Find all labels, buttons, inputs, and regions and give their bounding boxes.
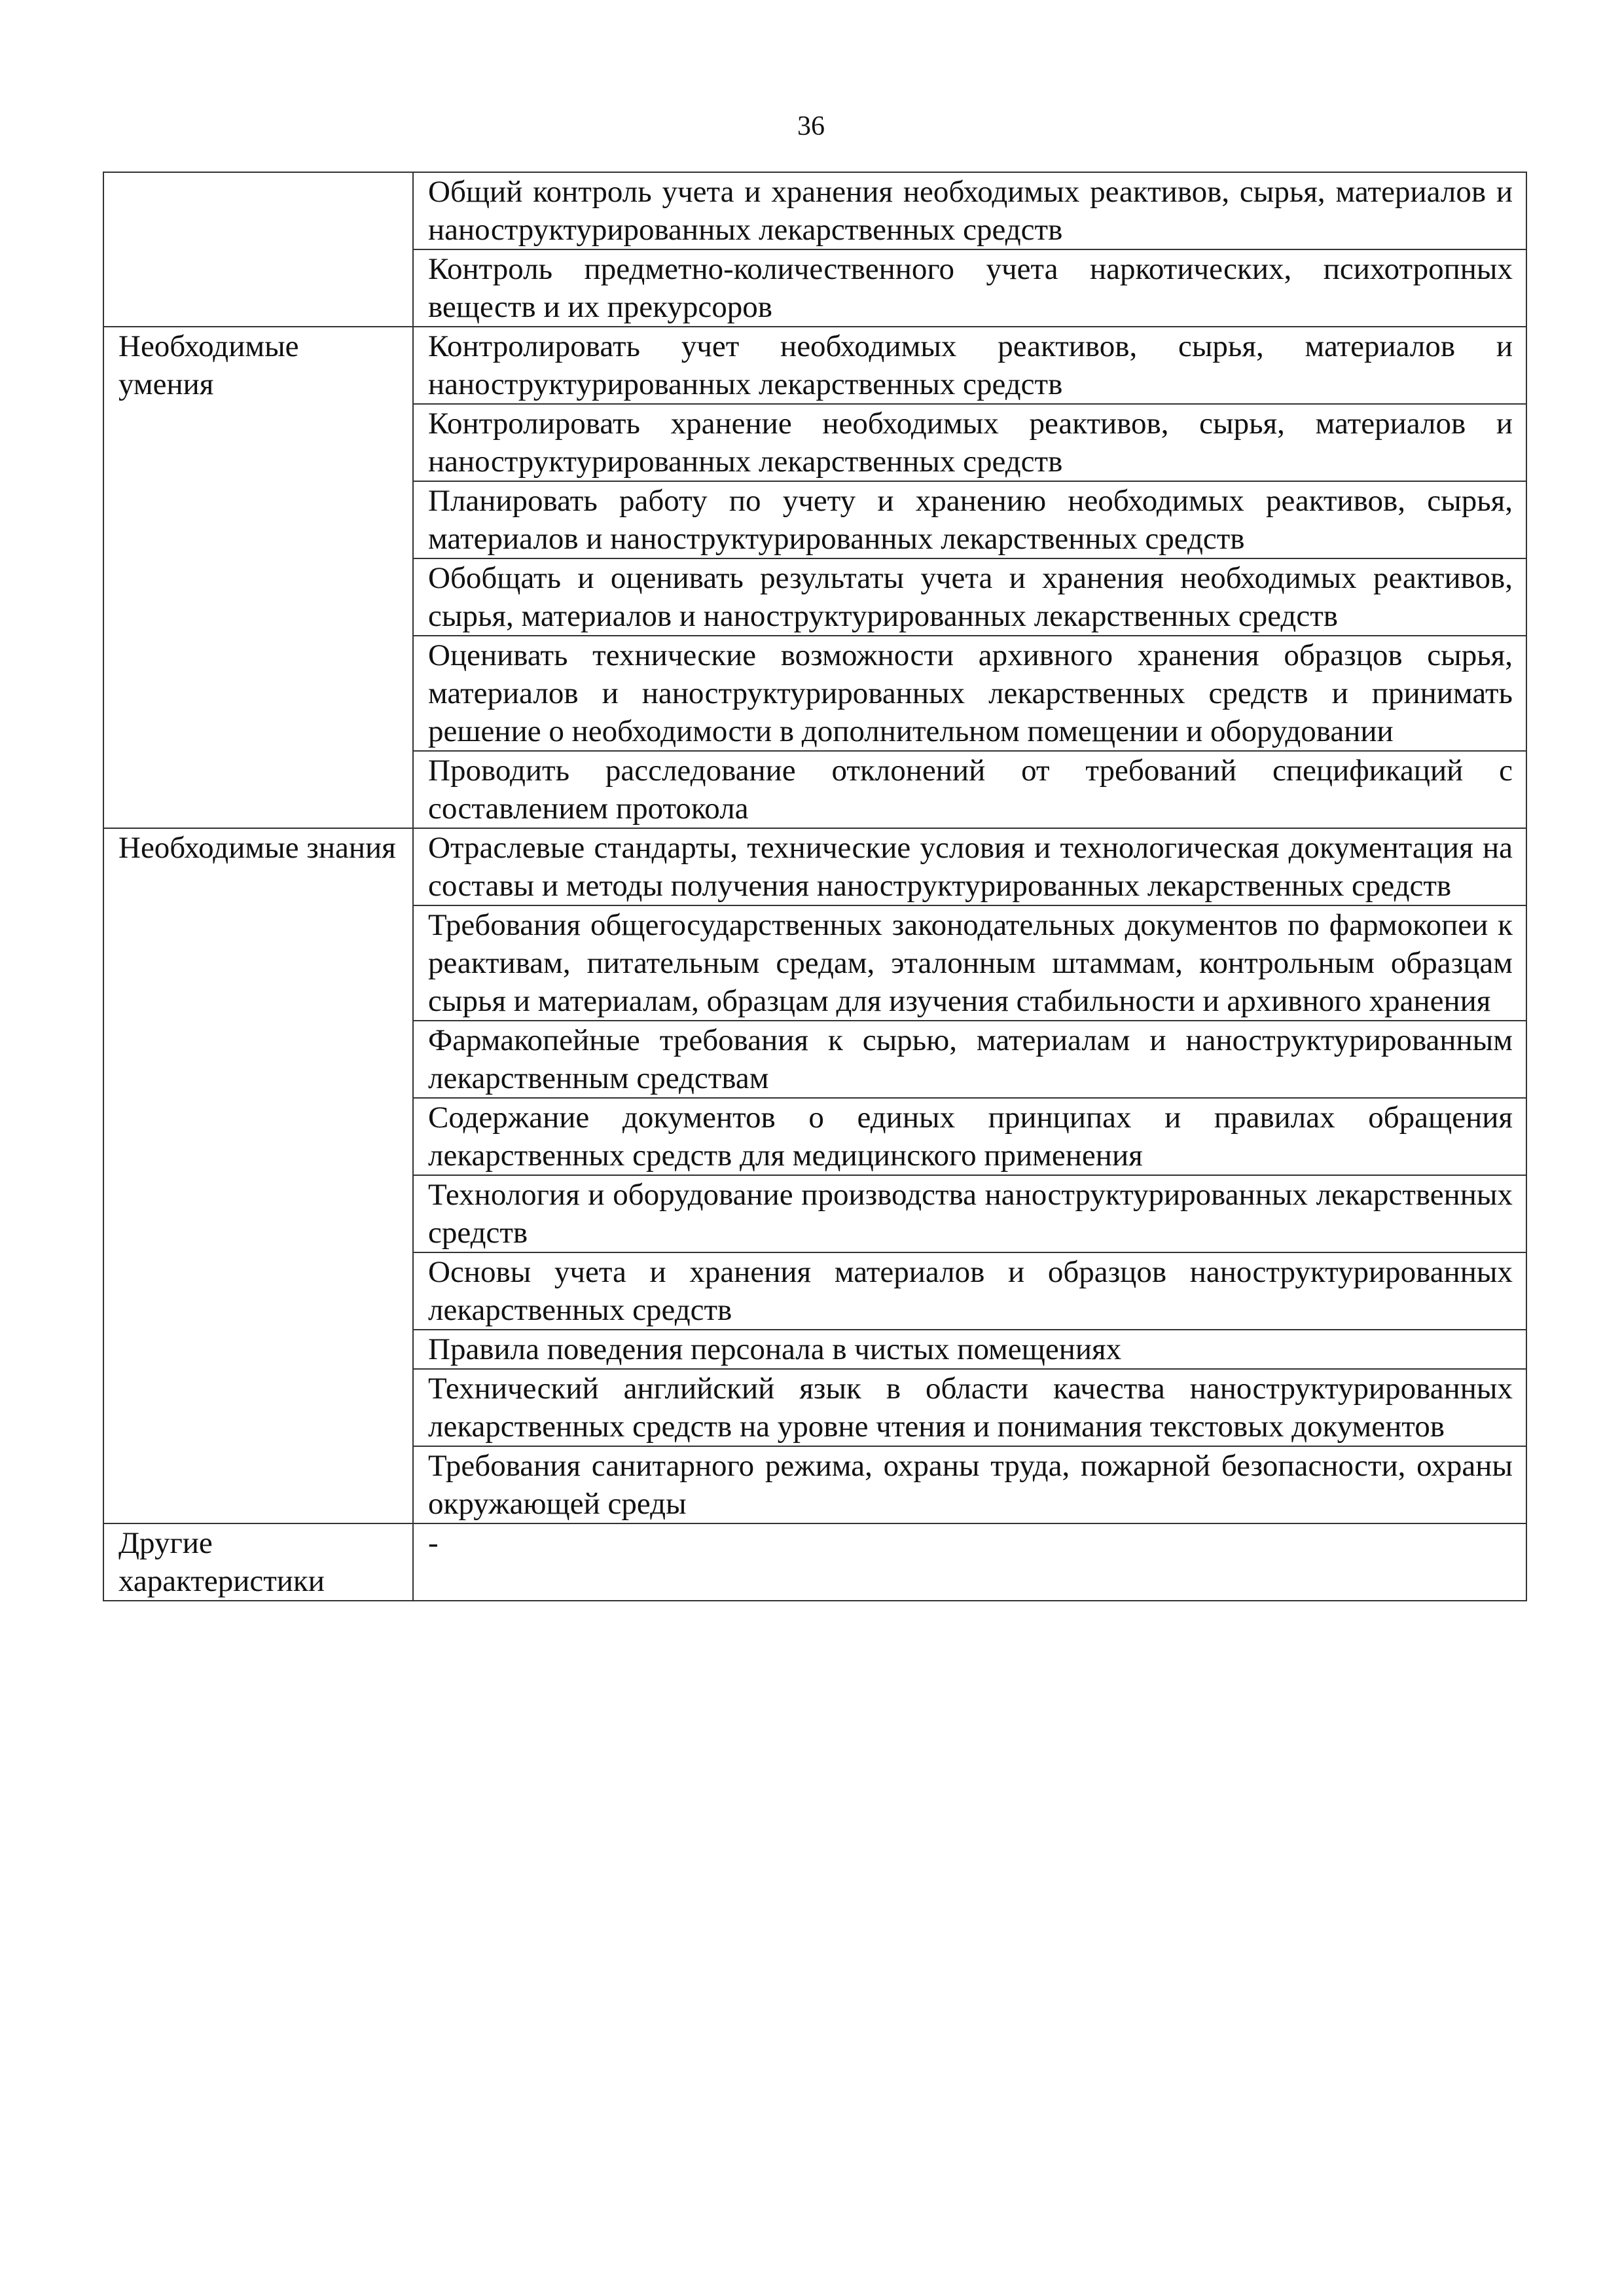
table-cell: Содержание документов о единых принципах и правилах обращения лекарственных средств для медицинского применения: [413, 1098, 1526, 1175]
table-cell: Планировать работу по учету и хранению необходимых реактивов, сырья, материалов и наноструктурированных лекарственных средств: [413, 481, 1526, 558]
table-cell: Требования общегосударственных законодательных документов по фармокопеи к реактивам, питательным средам, эталонным штаммам, контрольным образцам сырья и материалам, образцам для изучения стабильности и архивного хранения: [413, 905, 1526, 1021]
table-row: [103, 828, 1526, 905]
group-label-skills: Необходимые умения: [103, 327, 413, 828]
group-label-knowledge: Необходимые знания: [103, 828, 413, 1523]
table-cell: -: [413, 1523, 1526, 1601]
table-cell: Требования санитарного режима, охраны труда, пожарной безопасности, охраны окружающей среды: [413, 1446, 1526, 1523]
table-cell: Проводить расследование отклонений от требований спецификаций с составлением протокола: [413, 751, 1526, 828]
table-cell: Контролировать учет необходимых реактивов, сырья, материалов и наноструктурированных лекарственных средств: [413, 327, 1526, 404]
table-cell: Технология и оборудование производства наноструктурированных лекарственных средств: [413, 1175, 1526, 1252]
table-cell: Общий контроль учета и хранения необходимых реактивов, сырья, материалов и наноструктурированных лекарственных средств: [413, 172, 1526, 249]
table-row: [103, 172, 1526, 249]
qualification-table: [103, 172, 1527, 1601]
table-cell: Контроль предметно-количественного учета наркотических, психотропных веществ и их прекурсоров: [413, 249, 1526, 327]
table-cell: Обобщать и оценивать результаты учета и хранения необходимых реактивов, сырья, материалов и наноструктурированных лекарственных средств: [413, 558, 1526, 636]
table-cell: Правила поведения персонала в чистых помещениях: [413, 1330, 1526, 1369]
group-label-continuation: [103, 172, 413, 327]
table-cell: Технический английский язык в области качества наноструктурированных лекарственных средств на уровне чтения и понимания текстовых документов: [413, 1369, 1526, 1446]
table-cell: Фармакопейные требования к сырью, материалам и наноструктурированным лекарственным средствам: [413, 1021, 1526, 1098]
table-cell: Оценивать технические возможности архивного хранения образцов сырья, материалов и наноструктурированных лекарственных средств и принимать решение о необходимости в дополнительном помещении и оборудовании: [413, 636, 1526, 751]
table-row: [103, 327, 1526, 404]
group-label-other: Другие характеристики: [103, 1523, 413, 1601]
table-row: [103, 1523, 1526, 1601]
table-cell: Основы учета и хранения материалов и образцов наноструктурированных лекарственных средств: [413, 1252, 1526, 1330]
page-number: 36: [797, 111, 825, 141]
table-cell: Контролировать хранение необходимых реактивов, сырья, материалов и наноструктурированных лекарственных средств: [413, 404, 1526, 481]
table-cell: Отраслевые стандарты, технические условия и технологическая документация на составы и методы получения наноструктурированных лекарственных средств: [413, 828, 1526, 905]
